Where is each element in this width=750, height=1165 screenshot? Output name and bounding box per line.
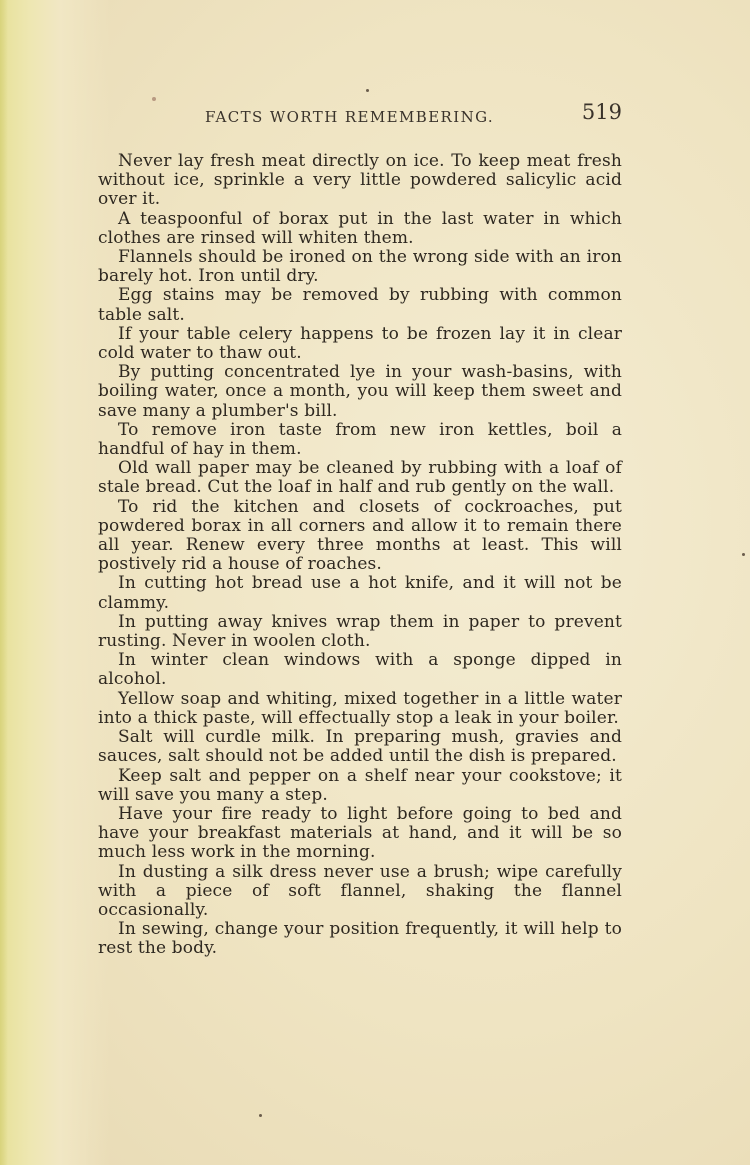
paragraph: By putting concentrated lye in your wash-basins, with boiling water, once a month, you will keep them sweet and save many a plumber's bill. [98, 362, 622, 421]
paper-speck [152, 97, 156, 101]
paragraph: Egg stains may be removed by rubbing with common table salt. [98, 285, 622, 325]
paragraph: In winter clean windows with a sponge dipped in alcohol. [98, 650, 622, 690]
paragraph: To remove iron taste from new iron kettles, boil a handful of hay in them. [98, 419, 622, 460]
paragraph: Salt will curdle milk. In preparing mush, gravies and sauces, salt should not be added until the dish is prepared. [98, 727, 622, 767]
page-header [100, 100, 622, 130]
paragraph: In putting away knives wrap them in paper to prevent rusting. Never in woolen cloth. [98, 611, 622, 652]
paper-speck [259, 1114, 262, 1117]
paragraph: In sewing, change your position frequently, it will help to rest the body. [98, 919, 622, 959]
paper-speck [742, 553, 745, 556]
paragraph: In cutting hot bread use a hot knife, and it will not be clammy. [98, 573, 622, 613]
paragraph: If your table celery happens to be frozen lay it in clear cold water to thaw out. [98, 323, 622, 364]
paragraph: Never lay fresh meat directly on ice. To keep meat fresh without ice, sprinkle a very little powdered salicylic acid over it. [98, 151, 622, 210]
paragraph: Keep salt and pepper on a shelf near your cookstove; it will save you many a step. [98, 765, 622, 805]
paragraph: A teaspoonful of borax put in the last water in which clothes are rinsed will whiten them. [98, 208, 622, 248]
paragraph: Have your fire ready to light before going to bed and have your breakfast materials at hand, and it will be so much less work in the morning. [98, 803, 622, 863]
page-number: 519 [581, 100, 622, 124]
running-head: FACTS WORTH REMEMBERING. [205, 108, 495, 126]
paragraph: Yellow soap and whiting, mixed together in a little water into a thick paste, will effectually stop a leak in your boiler. [98, 688, 622, 728]
paragraph: To rid the kitchen and closets of cockroaches, put powdered borax in all corners and allow it to remain there all year. Renew every three months at least. This will postively rid a house of roaches. [98, 496, 622, 575]
page-gutter-edge [0, 0, 8, 1165]
paragraph: Flannels should be ironed on the wrong side with an iron barely hot. Iron until dry. [98, 247, 622, 287]
paragraph: Old wall paper may be cleaned by rubbing with a loaf of stale bread. Cut the loaf in half and rub gently on the wall. [98, 458, 622, 498]
paper-speck [366, 89, 369, 92]
paragraph: In dusting a silk dress never use a brush; wipe carefully with a piece of soft flannel, shaking the flannel occasionally. [98, 861, 622, 920]
page-body [98, 152, 622, 959]
